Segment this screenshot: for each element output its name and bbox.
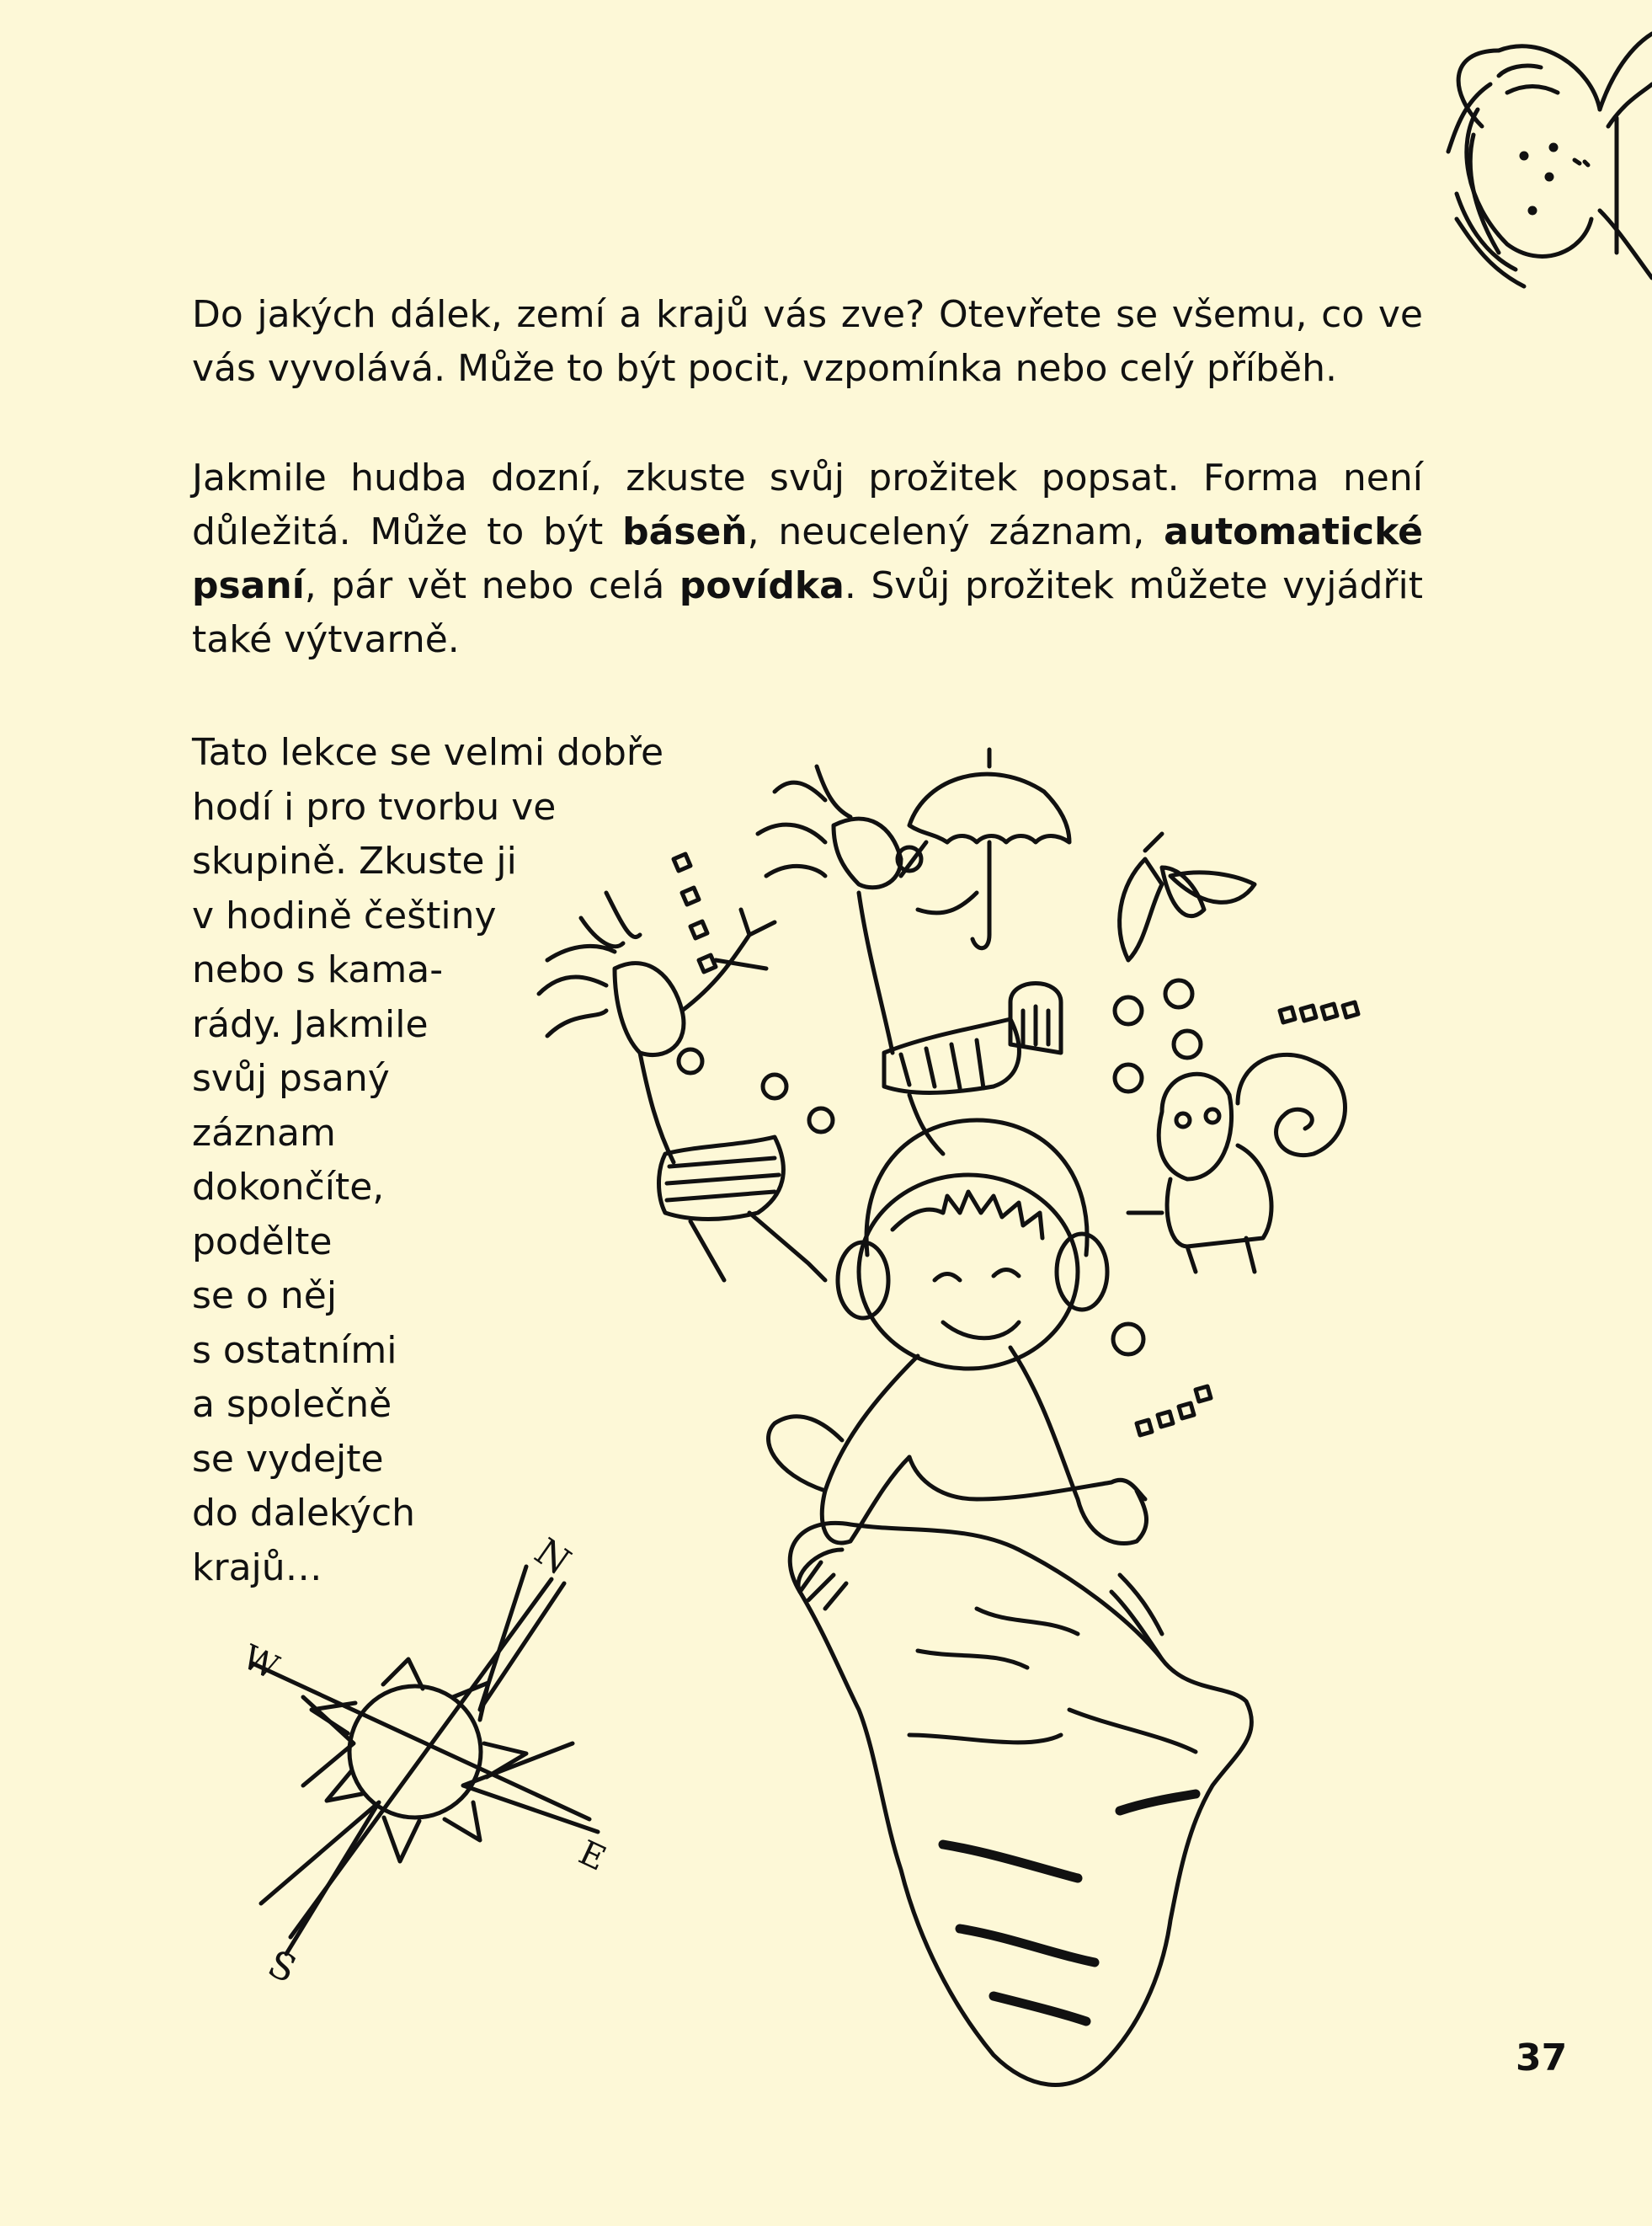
bubble-icon bbox=[1165, 980, 1192, 1007]
floating-squares-icon bbox=[674, 854, 716, 972]
floating-squares-icon bbox=[1280, 1002, 1358, 1022]
snail-creature bbox=[1128, 1054, 1346, 1272]
text-segment: Jakmile hudba dozní, zkuste svůj prožitek popsat. Forma není důležitá. Může to být bbox=[192, 456, 1423, 553]
side-line: se o něj bbox=[192, 1274, 338, 1317]
bubble-icon bbox=[1115, 1065, 1142, 1092]
boy-body bbox=[822, 1348, 1146, 1544]
compass-south-label: S bbox=[261, 1942, 303, 1992]
bold-term-automaticke-psani: automatické psaní bbox=[192, 510, 1423, 607]
corner-girl-doodle bbox=[1398, 0, 1652, 320]
side-line: s ostatními bbox=[192, 1328, 397, 1372]
side-line: hodí i pro tvorbu ve bbox=[192, 785, 557, 829]
bold-term-basen: báseň bbox=[622, 510, 748, 553]
side-line: dokončíte, bbox=[192, 1166, 385, 1209]
dancer-figure-left bbox=[539, 893, 833, 1280]
bubble-icon bbox=[1113, 1324, 1143, 1354]
side-line: se vydejte bbox=[192, 1437, 384, 1481]
text-segment: . Svůj prožitek můžete vyjádřit také výtvarně. bbox=[192, 564, 1423, 661]
side-line: krajů… bbox=[192, 1545, 322, 1589]
side-line: svůj psaný bbox=[192, 1057, 390, 1100]
side-line: skupině. Zkuste ji bbox=[192, 840, 517, 883]
text-segment: , pár vět nebo celá bbox=[304, 564, 679, 607]
daydream-illustration bbox=[522, 741, 1431, 2106]
boy-head bbox=[859, 1175, 1078, 1369]
side-line: podělte bbox=[192, 1220, 333, 1263]
umbrella-icon bbox=[909, 750, 1069, 948]
side-line: Tato lekce se velmi dobře bbox=[192, 731, 664, 774]
intro-paragraph: Do jakých dálek, zemí a krajů vás zve? Otevřete se všemu, co ve vás vyvolává. Může to být pocit, vzpomínka nebo celý příběh. bbox=[192, 293, 1423, 390]
dancer-figure-middle bbox=[758, 766, 1019, 1154]
side-line: rády. Jakmile bbox=[192, 1002, 429, 1046]
bubble-icon bbox=[1174, 1031, 1201, 1058]
side-line: v hodině češtiny bbox=[192, 894, 497, 937]
bubble-icon bbox=[1115, 997, 1142, 1024]
side-line: nebo s kama- bbox=[192, 948, 444, 991]
page-number: 37 bbox=[1516, 2036, 1568, 2079]
compass-east-label: E bbox=[573, 1833, 612, 1879]
floating-squares-icon bbox=[1137, 1386, 1211, 1435]
banana-icon bbox=[1120, 834, 1255, 960]
side-line: a společně bbox=[192, 1383, 392, 1426]
bold-term-povidka: povídka bbox=[679, 564, 845, 607]
text-segment: , neucelený záznam, bbox=[747, 510, 1164, 553]
second-paragraph bbox=[192, 451, 1423, 667]
headphones-icon bbox=[866, 1120, 1087, 1255]
compass-north-label: N bbox=[526, 1529, 578, 1584]
side-line: záznam bbox=[192, 1111, 336, 1155]
compass-west-label: W bbox=[236, 1637, 285, 1688]
side-line: do dalekých bbox=[192, 1492, 416, 1535]
